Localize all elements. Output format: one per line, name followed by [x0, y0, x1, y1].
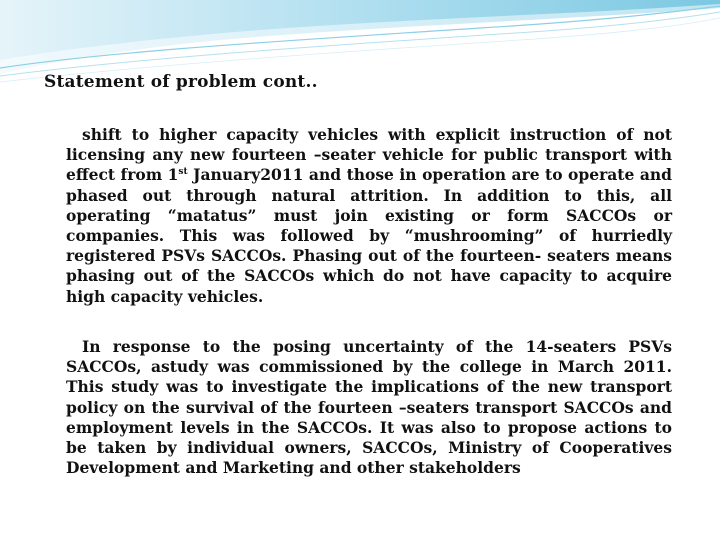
paragraph-policy-shift — [66, 125, 672, 307]
paragraph-policy-shift-text-a: shift to higher capacity vehicles with explicit instruction of not licensing any new fourteen –seater vehicle for public transport with effect from 1 — [66, 125, 672, 185]
slide-title: Statement of problem cont.. — [44, 72, 318, 92]
paragraph-study-response-text: In response to the posing uncertainty of the 14-seaters PSVs SACCOs, astudy was commissioned by the college in March 2011. This study was to investigate the implications of the new transport policy on the survival of the fourteen –seaters transport SACCOs and employment levels in the SACCOs. It was also to propose actions to be taken by individual owners, SACCOs, Ministry of Cooperatives Development and Marketing and other stakeholders — [66, 337, 672, 478]
paragraph-policy-shift-text-b: January2011 and those in operation are to operate and phased out through natural attrition. In addition to this, all operating “matatus” must join existing or form SACCOs or companies. This was followed by “mushrooming” of hurriedly registered PSVs SACCOs. Phasing out of the fourteen- seaters means phasing out of the SACCOs which do not have capacity to acquire high capacity vehicles. — [66, 165, 672, 306]
ordinal-suffix: st — [178, 167, 188, 178]
paragraph-study-response — [66, 337, 672, 478]
